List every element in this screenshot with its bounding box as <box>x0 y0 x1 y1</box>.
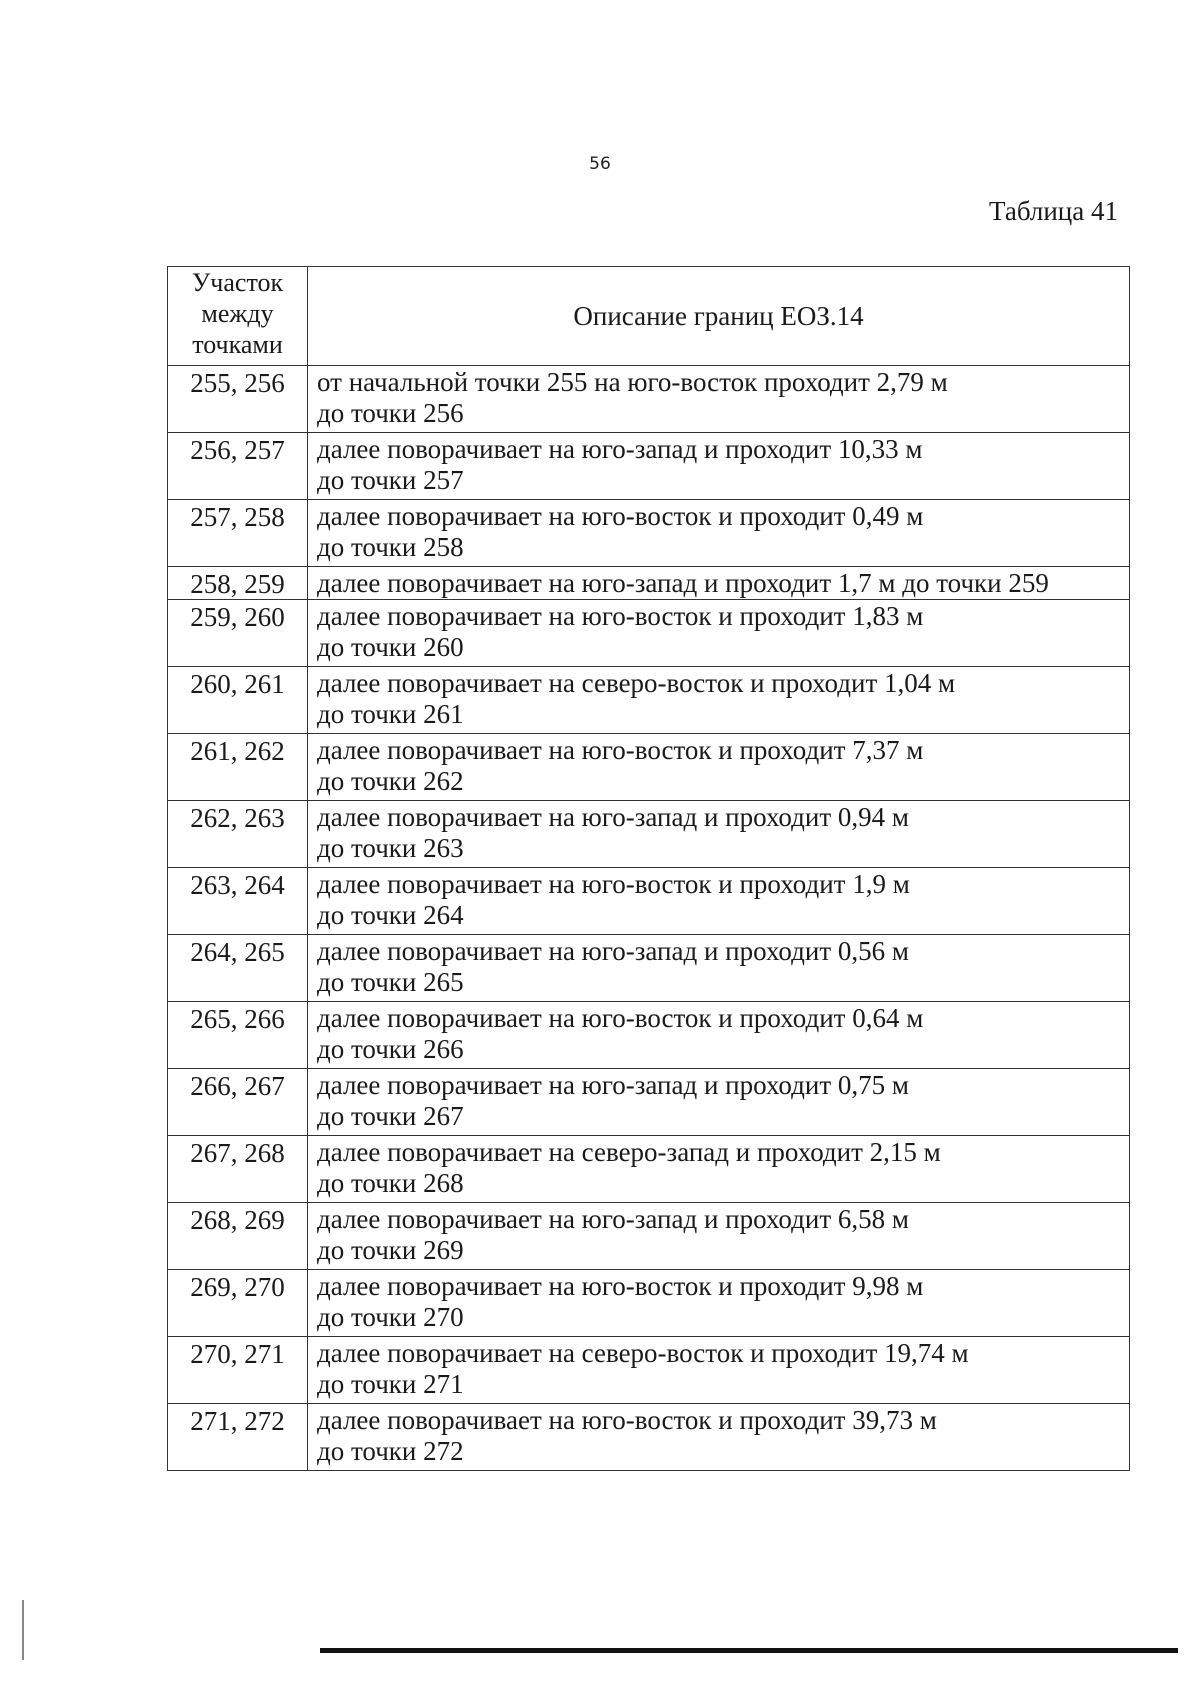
row-points-cell: 266, 267 <box>168 1069 308 1136</box>
description-line: до точки 267 <box>317 1101 464 1131</box>
description-line: далее поворачивает на юго-запад и проходит 0,75 м <box>317 1070 909 1100</box>
description-line: далее поворачивает на юго-восток и проходит 7,37 м <box>317 735 924 765</box>
description-line: далее поворачивает на юго-восток и проходит 39,73 м <box>317 1405 937 1435</box>
table-row <box>168 935 1130 1002</box>
row-description-cell <box>308 500 1130 567</box>
description-line: далее поворачивает на юго-восток и проходит 0,49 м <box>317 501 924 531</box>
table-row <box>168 567 1130 600</box>
description-line: от начальной точки 255 на юго-восток проходит 2,79 м <box>317 367 948 397</box>
description-line: до точки 272 <box>317 1436 464 1466</box>
row-points-cell: 256, 257 <box>168 433 308 500</box>
description-line: до точки 271 <box>317 1369 464 1399</box>
description-line: до точки 265 <box>317 967 464 997</box>
description-line: до точки 270 <box>317 1302 464 1332</box>
row-description-cell <box>308 1337 1130 1404</box>
description-line: далее поворачивает на юго-запад и проходит 0,56 м <box>317 936 909 966</box>
description-line: до точки 257 <box>317 465 464 495</box>
description-line: до точки 260 <box>317 632 464 662</box>
description-line: далее поворачивает на юго-запад и проходит 0,94 м <box>317 802 909 832</box>
description-line: до точки 262 <box>317 766 464 796</box>
description-line: до точки 261 <box>317 699 464 729</box>
header-points-line: Участок <box>191 268 284 297</box>
description-line: далее поворачивает на юго-восток и проходит 1,9 м <box>317 869 910 899</box>
row-description-cell <box>308 366 1130 433</box>
description-line: далее поворачивает на юго-восток и проходит 1,83 м <box>317 601 924 631</box>
table-row <box>168 801 1130 868</box>
header-points-column <box>168 267 308 366</box>
row-description-cell <box>308 935 1130 1002</box>
page-number: 56 <box>589 154 611 174</box>
table-row <box>168 1404 1130 1471</box>
row-description-cell <box>308 1404 1130 1471</box>
table-row <box>168 366 1130 433</box>
description-line: до точки 269 <box>317 1235 464 1265</box>
description-line: до точки 256 <box>317 398 464 428</box>
header-description-column: Описание границ ЕОЗ.14 <box>308 267 1130 366</box>
table-row <box>168 1270 1130 1337</box>
row-description-cell <box>308 1203 1130 1270</box>
row-points-cell: 261, 262 <box>168 734 308 801</box>
description-line: далее поворачивает на юго-восток и проходит 0,64 м <box>317 1003 924 1033</box>
description-line: далее поворачивает на северо-восток и проходит 1,04 м <box>317 668 956 698</box>
table-row <box>168 500 1130 567</box>
row-points-cell: 258, 259 <box>168 567 308 600</box>
description-line: далее поворачивает на северо-восток и проходит 19,74 м <box>317 1338 969 1368</box>
description-line: до точки 264 <box>317 900 464 930</box>
table-row <box>168 1136 1130 1203</box>
row-points-cell: 267, 268 <box>168 1136 308 1203</box>
description-line: далее поворачивает на северо-запад и проходит 2,15 м <box>317 1137 941 1167</box>
table-row <box>168 734 1130 801</box>
row-description-cell <box>308 600 1130 667</box>
description-line: до точки 268 <box>317 1168 464 1198</box>
row-points-cell: 269, 270 <box>168 1270 308 1337</box>
row-description-cell <box>308 433 1130 500</box>
header-points-line: точками <box>192 330 283 359</box>
row-description-cell <box>308 868 1130 935</box>
row-points-cell: 268, 269 <box>168 1203 308 1270</box>
row-points-cell: 255, 256 <box>168 366 308 433</box>
row-description-cell <box>308 801 1130 868</box>
table-row <box>168 433 1130 500</box>
boundary-description-table <box>167 266 1130 1471</box>
description-line: до точки 266 <box>317 1034 464 1064</box>
description-line: до точки 263 <box>317 833 464 863</box>
row-description-cell <box>308 1069 1130 1136</box>
description-line: далее поворачивает на юго-запад и проходит 10,33 м <box>317 434 923 464</box>
table-row <box>168 667 1130 734</box>
row-description-cell <box>308 734 1130 801</box>
row-description-cell <box>308 1270 1130 1337</box>
row-description-cell <box>308 567 1130 600</box>
table-row <box>168 600 1130 667</box>
row-description-cell <box>308 1136 1130 1203</box>
description-line: далее поворачивает на юго-запад и проходит 6,58 м <box>317 1204 909 1234</box>
footer-rule <box>320 1648 1178 1653</box>
row-points-cell: 263, 264 <box>168 868 308 935</box>
row-points-cell: 259, 260 <box>168 600 308 667</box>
table-row <box>168 1002 1130 1069</box>
table-header-row <box>168 267 1130 366</box>
row-points-cell: 260, 261 <box>168 667 308 734</box>
table-row <box>168 868 1130 935</box>
row-description-cell <box>308 1002 1130 1069</box>
row-points-cell: 270, 271 <box>168 1337 308 1404</box>
row-points-cell: 265, 266 <box>168 1002 308 1069</box>
header-points-line: между <box>201 299 274 328</box>
row-description-cell <box>308 667 1130 734</box>
description-line: далее поворачивает на юго-запад и проходит 1,7 м до точки 259 <box>317 568 1049 598</box>
row-points-cell: 264, 265 <box>168 935 308 1002</box>
description-line: до точки 258 <box>317 532 464 562</box>
row-points-cell: 262, 263 <box>168 801 308 868</box>
table-caption: Таблица 41 <box>989 196 1118 226</box>
table-row <box>168 1203 1130 1270</box>
scan-margin-mark <box>22 1600 24 1660</box>
table-row <box>168 1069 1130 1136</box>
row-points-cell: 257, 258 <box>168 500 308 567</box>
row-points-cell: 271, 272 <box>168 1404 308 1471</box>
description-line: далее поворачивает на юго-восток и проходит 9,98 м <box>317 1271 924 1301</box>
table-row <box>168 1337 1130 1404</box>
